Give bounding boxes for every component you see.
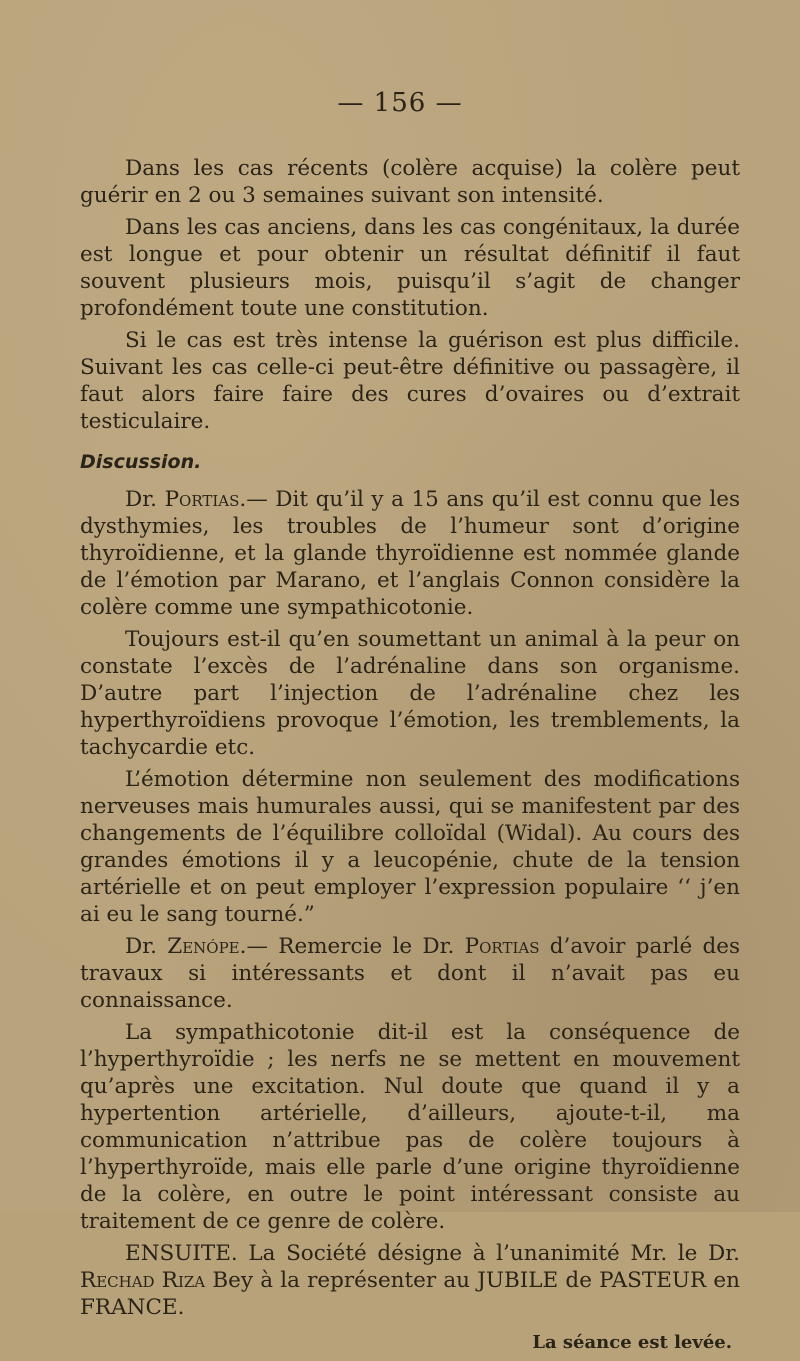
paragraph-ensuite: [80, 1240, 740, 1321]
zenope-prefix: Dr.: [125, 934, 168, 959]
zenope-text-before: .— Remercie le Dr.: [239, 934, 465, 959]
mention-portias: Portias: [464, 934, 540, 959]
ensuite-text-after: Bey à la représenter au JUBILE de PASTEUR en FRANCE.: [80, 1268, 740, 1320]
paragraph-zenope: [80, 933, 740, 1014]
portias-prefix: Dr.: [125, 487, 165, 512]
paragraph-adrenaline: Toujours est-il qu’en soumettant un animal à la peur on constate l’excès de l’adrénaline dans son organisme. D’autre part l’injection de l’adrénaline chez les hyperthyroïdiens provoque l’émotion, les tremblements, la tachycardie etc.: [80, 627, 740, 760]
paragraph-recent-cases: Dans les cas récents (colère acquise) la colère peut guérir en 2 ou 3 semaines suivant son intensité.: [80, 156, 740, 208]
discussion-heading: Discussion.: [80, 451, 202, 473]
zenope-text-after: d’avoir parlé des travaux si intéressants et dont il n’avait pas eu connaissance.: [80, 934, 740, 1013]
page-number: — 156 —: [337, 88, 463, 118]
ensuite-lead: ENSUITE.: [125, 1241, 238, 1266]
paragraph-old-cases: Dans les cas anciens, dans les cas congénitaux, la durée est longue et pour obtenir un résultat définitif il faut souvent plusieurs mois, puisqu’il s’agit de changer profondément toute une constitution.: [80, 215, 740, 321]
closing-line: La séance est levée.: [532, 1332, 732, 1353]
body-text: [80, 155, 740, 1361]
paragraph-intense-cases: Si le cas est très intense la guérison est plus difficile. Suivant les cas celle-ci peut-être définitive ou passagère, il faut alors faire faire des cures d’ovaires ou d’extrait testiculaire.: [80, 328, 740, 434]
speaker-portias: Portias: [164, 487, 240, 512]
speaker-zenope: Zenópe: [167, 934, 240, 959]
paragraph-emotion: L’émotion détermine non seulement des modifications nerveuses mais humurales aussi, qui se manifestent par des changements de l’équilibre colloïdal (Widal). Au cours des grandes émotions il y a leucopénie, chute de la tension artérielle et on peut employer l’expression populaire ‘‘ j’en ai eu le sang tourné.”: [80, 767, 740, 927]
portias-text: .— Dit qu’il y a 15 ans qu’il est connu que les dysthymies, les troubles de l’humeur sont d’origine thyroïdienne, et la glande thyroïdienne est nommée glande de l’émotion par Marano, et l’anglais Connon considère la colère comme une sympathicotonie.: [80, 487, 740, 620]
paragraph-portias: [80, 486, 740, 621]
paragraph-sympathicotonie: La sympathicotonie dit-il est la conséquence de l’hyperthyroïdie ; les nerfs ne se mettent en mouvement qu’après une excitation. Nul doute que quand il y a hypertention artérielle, d’ailleurs, ajoute-t-il, ma communication n’attribue pas de colère toujours à l’hyperthyroïde, mais elle parle d’une origine thyroïdienne de la colère, en outre le point intéressant consiste au traitement de ce genre de colère.: [80, 1020, 740, 1234]
name-rechad-riza: Rechad Riza: [80, 1268, 206, 1293]
ensuite-text-before: La Société désigne à l’unanimité Mr. le Dr.: [237, 1241, 740, 1266]
